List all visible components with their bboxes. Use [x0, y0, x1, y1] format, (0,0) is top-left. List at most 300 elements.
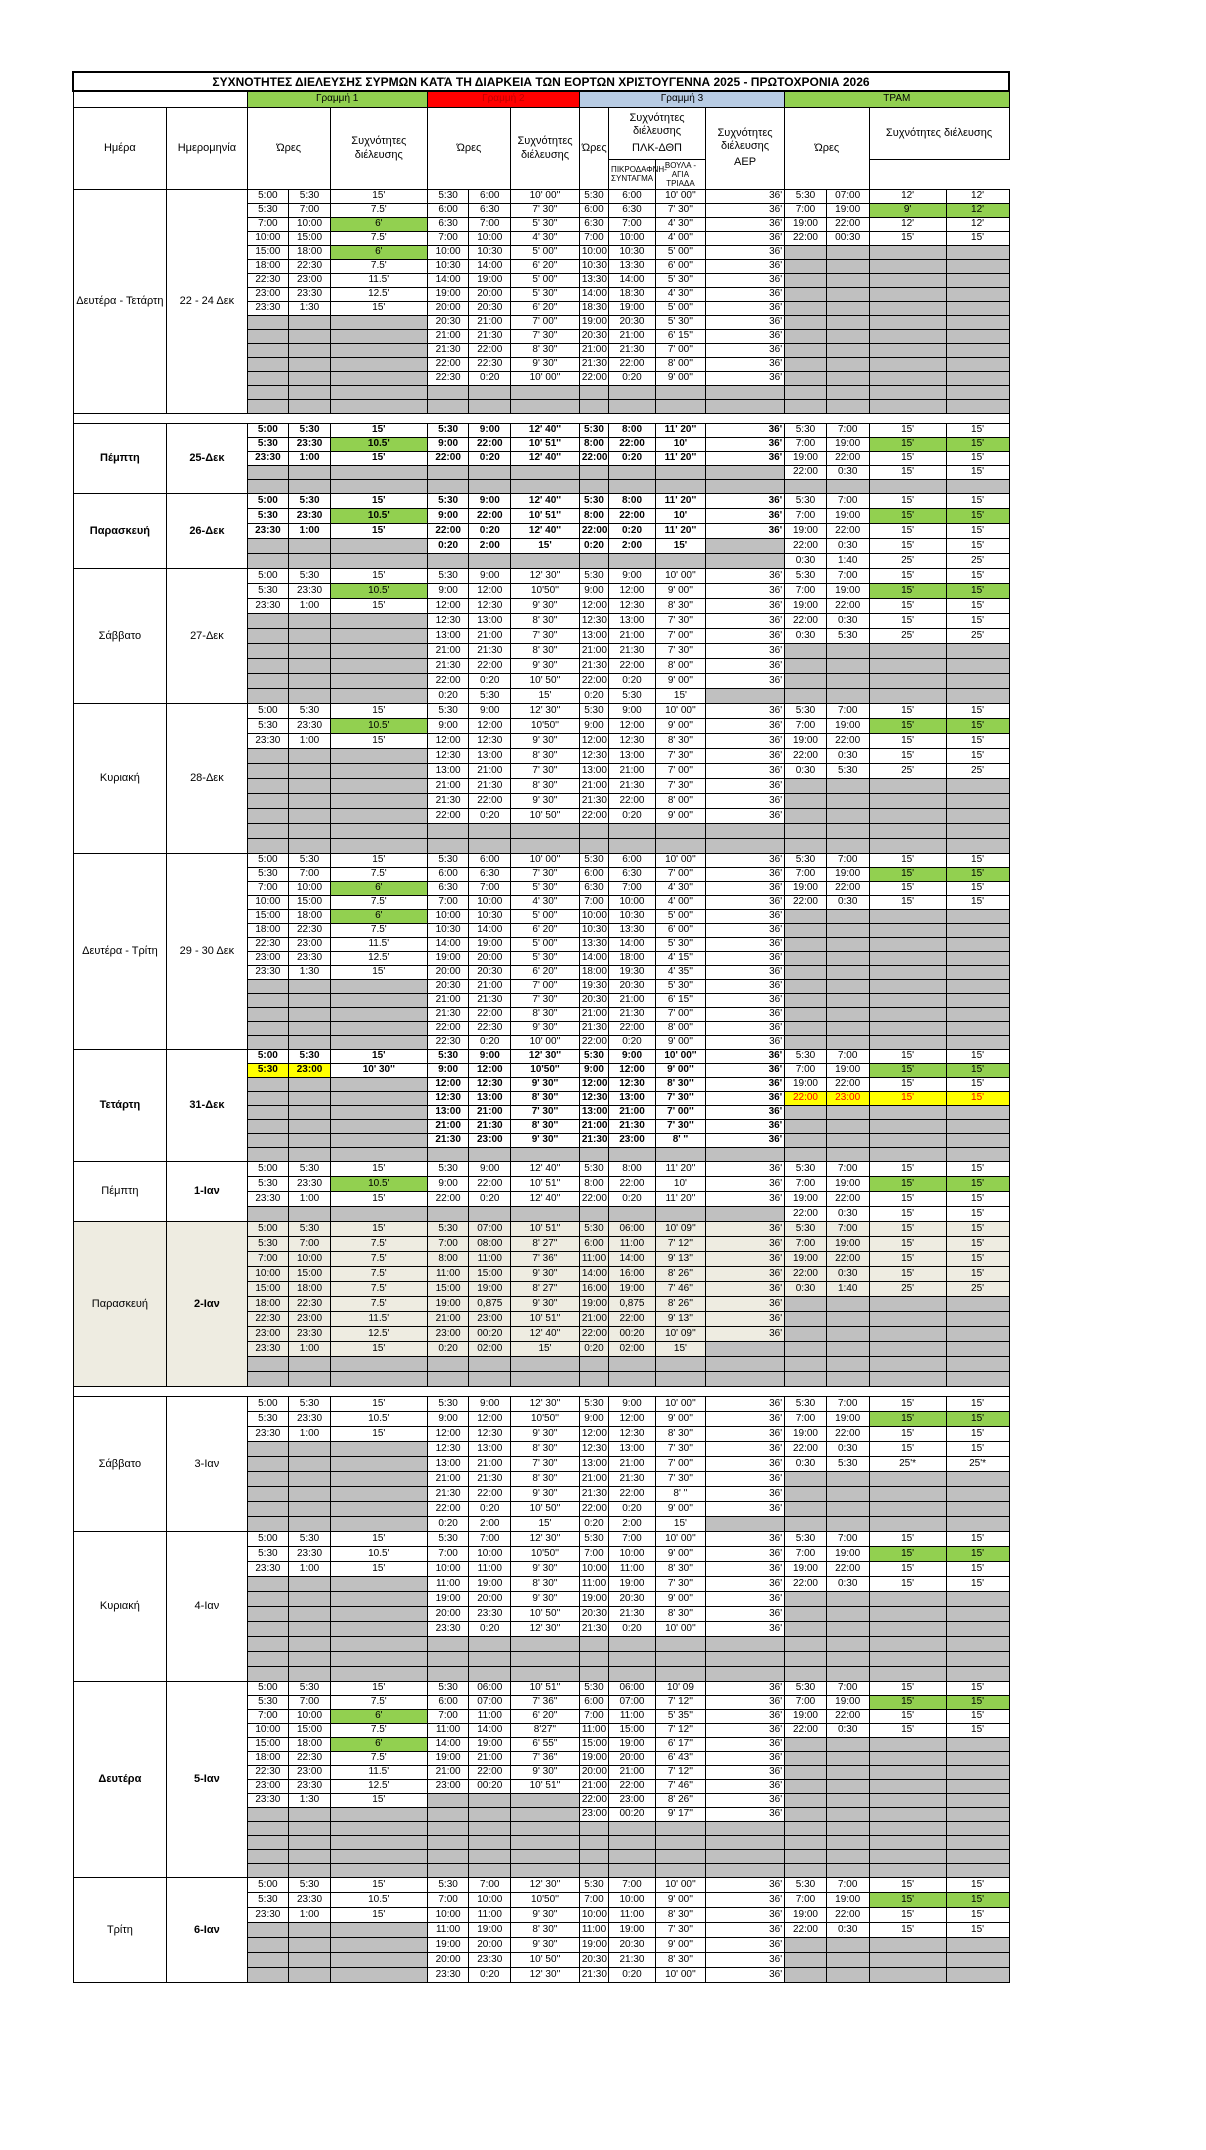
schedule-cell — [289, 808, 331, 823]
schedule-cell: 18:30 — [609, 287, 656, 301]
schedule-cell: 21:30 — [427, 1007, 469, 1021]
schedule-cell: 14:00 — [427, 273, 469, 287]
schedule-cell — [330, 1021, 427, 1035]
schedule-cell — [826, 1119, 869, 1133]
schedule-cell — [826, 1606, 869, 1621]
schedule-cell: 12:30 — [427, 748, 469, 763]
schedule-cell: 0:30 — [826, 465, 869, 479]
table-row — [73, 1049, 1009, 1063]
schedule-cell — [469, 1793, 511, 1807]
schedule-cell: 1:00 — [289, 1191, 331, 1206]
schedule-cell — [511, 1793, 580, 1807]
empty-cell — [705, 1636, 784, 1651]
schedule-cell: 6:00 — [579, 203, 608, 217]
schedule-cell: 9' 00'' — [655, 1411, 705, 1426]
schedule-cell: 15:00 — [469, 1266, 511, 1281]
schedule-cell: 8' 00'' — [655, 658, 705, 673]
schedule-cell: 5:30 — [579, 423, 608, 437]
schedule-cell — [247, 1077, 289, 1091]
schedule-cell: 7' 30'' — [655, 203, 705, 217]
schedule-cell: 7:00 — [826, 423, 869, 437]
schedule-cell: 1:00 — [289, 733, 331, 748]
schedule-cell: 8:00 — [579, 437, 608, 451]
empty-cell — [785, 1356, 827, 1371]
day-cell: Πέμπτη — [73, 423, 167, 493]
schedule-cell: 19:00 — [609, 1922, 656, 1937]
schedule-cell: 12:00 — [579, 598, 608, 613]
schedule-cell — [946, 923, 1009, 937]
empty-cell — [785, 1821, 827, 1835]
schedule-cell: 9' 00'' — [655, 1501, 705, 1516]
schedule-cell: 9' 30'' — [511, 1765, 580, 1779]
schedule-cell: 13:30 — [609, 259, 656, 273]
schedule-cell: 15:00 — [609, 1723, 656, 1737]
schedule-cell: 25' — [946, 628, 1009, 643]
empty-cell — [511, 1835, 580, 1849]
schedule-cell: 15' — [946, 523, 1009, 538]
schedule-cell: 19:00 — [469, 937, 511, 951]
schedule-cell: 21:00 — [469, 1456, 511, 1471]
empty-cell — [655, 1863, 705, 1877]
schedule-cell: 12' — [869, 189, 946, 203]
schedule-cell: 9:00 — [579, 583, 608, 598]
schedule-sheet — [72, 71, 1010, 1983]
schedule-cell: 5:30 — [289, 1396, 331, 1411]
schedule-cell — [946, 1765, 1009, 1779]
schedule-cell: 20:30 — [609, 979, 656, 993]
schedule-cell: 15' — [330, 1191, 427, 1206]
schedule-cell — [946, 1606, 1009, 1621]
schedule-cell — [705, 465, 784, 479]
schedule-cell: 12:00 — [469, 583, 511, 598]
schedule-cell: 15' — [330, 1161, 427, 1176]
schedule-cell: 36' — [705, 217, 784, 231]
schedule-cell — [946, 329, 1009, 343]
schedule-cell: 15' — [946, 1176, 1009, 1191]
schedule-cell: 5:30 — [247, 1695, 289, 1709]
schedule-table — [72, 71, 1010, 1983]
schedule-cell: 8' '' — [655, 1133, 705, 1147]
schedule-cell — [826, 343, 869, 357]
schedule-cell: 19:00 — [579, 1296, 608, 1311]
schedule-cell — [785, 1296, 827, 1311]
schedule-cell: 5:30 — [579, 1396, 608, 1411]
schedule-cell: 12' 40'' — [511, 1191, 580, 1206]
schedule-cell: 22:00 — [785, 1441, 827, 1456]
schedule-cell: 18:00 — [579, 965, 608, 979]
schedule-cell: 10' — [655, 508, 705, 523]
line3-hours-header: Ώρες — [579, 107, 608, 189]
empty-cell — [785, 1863, 827, 1877]
schedule-cell: 12' 30'' — [511, 1049, 580, 1063]
schedule-cell: 36' — [705, 1326, 784, 1341]
schedule-cell — [330, 688, 427, 703]
schedule-cell — [826, 673, 869, 688]
empty-cell — [609, 1371, 656, 1386]
schedule-cell: 23:00 — [427, 1779, 469, 1793]
schedule-cell — [247, 643, 289, 658]
tram-hours-header: Ώρες — [785, 107, 869, 189]
schedule-cell: 5' 30'' — [511, 217, 580, 231]
schedule-cell — [826, 1035, 869, 1049]
line3-freq-header: Συχνότητες διέλευσης — [629, 111, 685, 137]
schedule-cell: 6:00 — [469, 853, 511, 867]
schedule-cell: 0:30 — [785, 1281, 827, 1296]
schedule-cell — [785, 329, 827, 343]
schedule-cell: 36' — [705, 1119, 784, 1133]
schedule-cell — [330, 673, 427, 688]
schedule-cell: 22:00 — [579, 1326, 608, 1341]
schedule-cell: 9:00 — [469, 568, 511, 583]
schedule-cell: 14:00 — [609, 1251, 656, 1266]
schedule-cell: 36' — [705, 1049, 784, 1063]
schedule-cell: 5:30 — [289, 493, 331, 508]
schedule-cell — [289, 979, 331, 993]
schedule-cell — [330, 371, 427, 385]
empty-cell — [705, 1371, 784, 1386]
schedule-cell: 9' 00'' — [655, 718, 705, 733]
empty-cell — [655, 1849, 705, 1863]
schedule-cell: 23:00 — [826, 1091, 869, 1105]
schedule-cell: 19:00 — [785, 881, 827, 895]
schedule-cell — [826, 1591, 869, 1606]
schedule-cell: 36' — [705, 1967, 784, 1982]
empty-cell — [946, 385, 1009, 399]
schedule-cell: 23:30 — [289, 951, 331, 965]
empty-cell — [705, 1147, 784, 1161]
schedule-cell: 8' 30'' — [511, 1576, 580, 1591]
empty-cell — [469, 1863, 511, 1877]
schedule-cell: 15' — [946, 1576, 1009, 1591]
schedule-cell — [330, 1077, 427, 1091]
schedule-cell: 7:00 — [785, 508, 827, 523]
schedule-cell: 13:00 — [469, 1441, 511, 1456]
schedule-cell — [946, 1311, 1009, 1326]
schedule-cell: 5:30 — [427, 1877, 469, 1892]
schedule-cell — [869, 315, 946, 329]
schedule-cell: 20:30 — [427, 315, 469, 329]
schedule-cell — [869, 979, 946, 993]
empty-cell — [511, 1651, 580, 1666]
schedule-cell: 15' — [869, 1221, 946, 1236]
schedule-cell: 7' 12'' — [655, 1723, 705, 1737]
schedule-cell: 36' — [705, 1779, 784, 1793]
schedule-cell — [289, 613, 331, 628]
empty-cell — [289, 838, 331, 853]
schedule-cell: 22:00 — [609, 1176, 656, 1191]
schedule-cell: 14:00 — [427, 937, 469, 951]
schedule-cell: 9' 13'' — [655, 1311, 705, 1326]
schedule-cell — [785, 673, 827, 688]
date-cell: 22 - 24 Δεκ — [167, 189, 247, 413]
schedule-cell — [785, 357, 827, 371]
date-header: Ημερομηνία — [167, 107, 247, 189]
schedule-cell — [869, 259, 946, 273]
empty-cell — [869, 838, 946, 853]
schedule-cell — [869, 1737, 946, 1751]
schedule-cell: 10' 51'' — [511, 1681, 580, 1695]
schedule-cell: 15' — [946, 231, 1009, 245]
schedule-cell: 9' 17'' — [655, 1807, 705, 1821]
schedule-cell: 7:00 — [826, 1396, 869, 1411]
schedule-cell — [579, 465, 608, 479]
schedule-cell: 14:00 — [579, 1266, 608, 1281]
schedule-cell: 10' 51'' — [511, 1311, 580, 1326]
schedule-cell: 11:00 — [469, 1907, 511, 1922]
schedule-cell: 15' — [946, 1063, 1009, 1077]
schedule-cell: 21:30 — [469, 778, 511, 793]
schedule-cell — [247, 979, 289, 993]
date-cell: 6-Ιαν — [167, 1877, 247, 1982]
schedule-cell: 25' — [946, 763, 1009, 778]
schedule-cell: 10:00 — [469, 895, 511, 909]
schedule-cell: 10'50'' — [511, 1546, 580, 1561]
schedule-cell: 5:30 — [427, 1049, 469, 1063]
empty-cell — [247, 1821, 289, 1835]
schedule-cell — [785, 1341, 827, 1356]
schedule-cell: 7' 30'' — [655, 643, 705, 658]
schedule-cell: 5:30 — [826, 763, 869, 778]
schedule-cell: 5' 30'' — [655, 937, 705, 951]
date-cell: 29 - 30 Δεκ — [167, 853, 247, 1049]
schedule-cell: 15' — [946, 1266, 1009, 1281]
empty-cell — [705, 1666, 784, 1681]
schedule-cell: 11:00 — [427, 1266, 469, 1281]
schedule-cell: 15:00 — [247, 1737, 289, 1751]
schedule-cell: 10' 00'' — [655, 1049, 705, 1063]
schedule-cell: 7' 46'' — [655, 1281, 705, 1296]
schedule-cell — [289, 763, 331, 778]
schedule-cell — [785, 1021, 827, 1035]
schedule-cell: 19:00 — [427, 1296, 469, 1311]
schedule-cell: 13:00 — [579, 628, 608, 643]
schedule-cell: 7:00 — [469, 217, 511, 231]
schedule-cell: 12:30 — [609, 1077, 656, 1091]
line3-aer: ΑΕΡ — [734, 156, 757, 168]
schedule-cell: 22:00 — [427, 523, 469, 538]
schedule-cell: 15' — [869, 1877, 946, 1892]
schedule-cell: 36' — [705, 643, 784, 658]
schedule-cell: 20:30 — [579, 1952, 608, 1967]
schedule-cell: 22:00 — [785, 231, 827, 245]
block-separator — [73, 413, 1009, 423]
schedule-cell: 6:00 — [469, 189, 511, 203]
schedule-cell: 5:00 — [247, 1161, 289, 1176]
schedule-cell: 12:30 — [579, 1441, 608, 1456]
schedule-cell: 22:00 — [826, 217, 869, 231]
schedule-cell: 15' — [869, 1077, 946, 1091]
schedule-cell — [330, 1807, 427, 1821]
day-cell: Παρασκευή — [73, 493, 167, 568]
schedule-cell: 11:00 — [609, 1907, 656, 1922]
schedule-cell: 7' 30'' — [655, 1922, 705, 1937]
empty-cell — [946, 399, 1009, 413]
schedule-cell — [946, 1105, 1009, 1119]
schedule-cell: 15' — [869, 1251, 946, 1266]
schedule-cell — [289, 1021, 331, 1035]
schedule-cell — [785, 951, 827, 965]
schedule-cell: 7:00 — [609, 1531, 656, 1546]
schedule-cell: 15' — [946, 598, 1009, 613]
schedule-cell: 20:00 — [469, 287, 511, 301]
schedule-cell: 23:30 — [289, 718, 331, 733]
schedule-cell — [289, 465, 331, 479]
schedule-cell: 12:00 — [609, 583, 656, 598]
schedule-cell: 10:00 — [247, 231, 289, 245]
schedule-cell — [247, 1952, 289, 1967]
schedule-cell: 10' 00'' — [655, 1877, 705, 1892]
schedule-cell — [330, 1516, 427, 1531]
schedule-cell — [946, 1793, 1009, 1807]
schedule-cell — [330, 808, 427, 823]
empty-cell — [946, 1863, 1009, 1877]
schedule-cell: 21:30 — [469, 1119, 511, 1133]
schedule-cell: 7' 00'' — [655, 763, 705, 778]
schedule-cell: 15' — [869, 538, 946, 553]
schedule-cell: 15' — [946, 1077, 1009, 1091]
schedule-cell — [869, 951, 946, 965]
schedule-cell — [247, 993, 289, 1007]
schedule-cell: 23:00 — [247, 287, 289, 301]
schedule-cell: 12' — [946, 217, 1009, 231]
schedule-cell: 12' 40'' — [511, 1326, 580, 1341]
schedule-cell: 15' — [869, 895, 946, 909]
schedule-cell — [946, 1326, 1009, 1341]
schedule-cell: 15' — [946, 1049, 1009, 1063]
schedule-cell: 6' 17'' — [655, 1737, 705, 1751]
schedule-cell — [289, 1105, 331, 1119]
schedule-cell: 5:00 — [247, 1396, 289, 1411]
schedule-cell: 7' 30'' — [511, 1456, 580, 1471]
schedule-cell: 9' 30'' — [511, 357, 580, 371]
schedule-cell: 22:00 — [785, 1206, 827, 1221]
schedule-cell — [330, 1091, 427, 1105]
empty-cell — [946, 1147, 1009, 1161]
schedule-cell — [289, 538, 331, 553]
schedule-cell: 19:00 — [785, 1191, 827, 1206]
schedule-cell: 15' — [330, 1221, 427, 1236]
date-cell: 1-Ιαν — [167, 1161, 247, 1221]
schedule-cell: 7' 36'' — [511, 1751, 580, 1765]
schedule-cell: 15' — [869, 1546, 946, 1561]
schedule-cell: 19:00 — [579, 1751, 608, 1765]
schedule-cell — [247, 553, 289, 568]
schedule-cell — [247, 1091, 289, 1105]
empty-cell — [655, 399, 705, 413]
schedule-cell — [946, 371, 1009, 385]
schedule-cell: 22:00 — [609, 1486, 656, 1501]
schedule-cell: 0:20 — [609, 451, 656, 465]
schedule-cell: 21:00 — [469, 628, 511, 643]
empty-cell — [946, 1356, 1009, 1371]
schedule-cell — [247, 793, 289, 808]
schedule-cell: 6:30 — [609, 867, 656, 881]
schedule-cell: 23:30 — [289, 1779, 331, 1793]
schedule-cell: 21:30 — [609, 1606, 656, 1621]
empty-cell — [655, 385, 705, 399]
schedule-cell: 12' — [869, 217, 946, 231]
schedule-cell: 9' 00'' — [655, 1546, 705, 1561]
schedule-cell: 21:30 — [609, 1007, 656, 1021]
schedule-cell: 9' 30'' — [511, 1133, 580, 1147]
schedule-cell: 7' 12'' — [655, 1236, 705, 1251]
schedule-cell: 7' 30'' — [655, 778, 705, 793]
schedule-cell — [511, 553, 580, 568]
schedule-cell — [826, 1311, 869, 1326]
schedule-cell: 23:30 — [247, 965, 289, 979]
schedule-cell: 22:00 — [469, 437, 511, 451]
schedule-cell: 22:00 — [427, 1501, 469, 1516]
schedule-cell: 8' 30'' — [511, 1119, 580, 1133]
schedule-cell: 22:00 — [609, 1779, 656, 1793]
schedule-cell: 7:00 — [785, 1063, 827, 1077]
schedule-cell: 15' — [946, 465, 1009, 479]
schedule-cell — [826, 1952, 869, 1967]
schedule-cell: 15' — [869, 1922, 946, 1937]
empty-cell — [785, 1835, 827, 1849]
schedule-cell: 5:30 — [785, 423, 827, 437]
schedule-cell: 15' — [330, 1561, 427, 1576]
schedule-cell: 7:00 — [579, 895, 608, 909]
schedule-cell: 11' 20'' — [655, 493, 705, 508]
schedule-cell — [785, 1133, 827, 1147]
schedule-cell: 19:00 — [427, 951, 469, 965]
schedule-cell: 7:00 — [826, 1681, 869, 1695]
schedule-cell — [869, 301, 946, 315]
schedule-cell: 36' — [705, 371, 784, 385]
schedule-cell — [247, 1606, 289, 1621]
schedule-cell: 23:30 — [289, 583, 331, 598]
schedule-cell: 10:00 — [579, 1907, 608, 1922]
schedule-cell: 11:00 — [609, 1561, 656, 1576]
schedule-cell: 36' — [705, 1007, 784, 1021]
schedule-cell: 10' 50'' — [511, 808, 580, 823]
schedule-cell: 23:30 — [289, 1892, 331, 1907]
empty-cell — [869, 1849, 946, 1863]
schedule-cell: 15' — [869, 493, 946, 508]
schedule-cell: 5:30 — [579, 189, 608, 203]
schedule-cell — [826, 1793, 869, 1807]
schedule-cell — [785, 1105, 827, 1119]
schedule-cell: 7' 30'' — [655, 1471, 705, 1486]
empty-cell — [330, 1835, 427, 1849]
schedule-cell: 5:30 — [785, 1681, 827, 1695]
empty-cell — [511, 1356, 580, 1371]
schedule-cell — [785, 965, 827, 979]
empty-cell — [247, 1147, 289, 1161]
schedule-cell — [247, 315, 289, 329]
schedule-cell: 21:30 — [609, 343, 656, 357]
schedule-cell: 15:00 — [427, 1281, 469, 1296]
empty-cell — [705, 1835, 784, 1849]
schedule-cell: 6:30 — [427, 881, 469, 895]
schedule-cell: 7:00 — [289, 1236, 331, 1251]
empty-cell — [511, 385, 580, 399]
day-cell: Παρασκευή — [73, 1221, 167, 1386]
schedule-cell: 15' — [330, 1341, 427, 1356]
schedule-cell: 20:00 — [469, 951, 511, 965]
schedule-cell: 14:00 — [469, 1723, 511, 1737]
schedule-cell: 21:00 — [469, 979, 511, 993]
schedule-cell: 7:00 — [427, 1546, 469, 1561]
schedule-cell: 22:00 — [469, 1176, 511, 1191]
schedule-cell: 7:00 — [579, 1709, 608, 1723]
schedule-cell: 15' — [946, 1723, 1009, 1737]
schedule-cell: 21:00 — [427, 1765, 469, 1779]
empty-cell — [427, 823, 469, 838]
schedule-cell — [869, 909, 946, 923]
schedule-cell: 10' 00'' — [511, 189, 580, 203]
